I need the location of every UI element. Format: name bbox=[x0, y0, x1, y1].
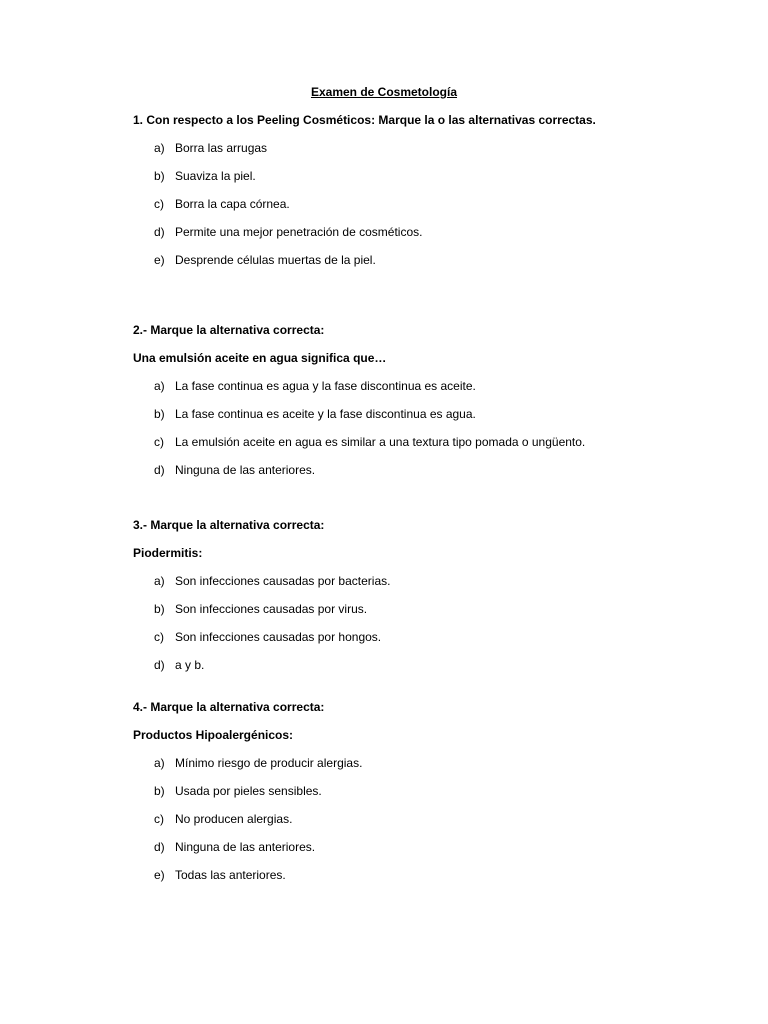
option-text: Usada por pieles sensibles. bbox=[175, 784, 322, 798]
option-text: Desprende células muertas de la piel. bbox=[175, 253, 376, 267]
option-text: Ninguna de las anteriores. bbox=[175, 463, 316, 477]
question-1-option-e bbox=[154, 253, 376, 267]
question-3-heading: 3.- Marque la alternativa correcta: bbox=[133, 518, 325, 532]
question-4-option-b bbox=[154, 784, 322, 798]
question-3-option-a bbox=[154, 574, 390, 588]
question-1-option-c bbox=[154, 197, 290, 211]
option-letter: e) bbox=[154, 868, 165, 882]
option-letter: b) bbox=[154, 784, 165, 798]
question-4-option-e bbox=[154, 868, 286, 882]
option-letter: a) bbox=[154, 379, 165, 393]
exam-title: Examen de Cosmetología bbox=[310, 85, 458, 99]
question-1-option-a bbox=[154, 141, 267, 155]
option-letter: d) bbox=[154, 463, 165, 477]
question-3-option-c bbox=[154, 630, 381, 644]
option-text: La fase continua es aceite y la fase discontinua es agua. bbox=[175, 407, 476, 421]
question-4-option-c bbox=[154, 812, 292, 826]
question-1-option-d bbox=[154, 225, 422, 239]
option-text: Mínimo riesgo de producir alergias. bbox=[175, 756, 363, 770]
option-letter: a) bbox=[154, 574, 165, 588]
option-text: Borra la capa córnea. bbox=[175, 197, 290, 211]
question-4-subheading: Productos Hipoalergénicos: bbox=[133, 728, 294, 742]
question-4-option-a bbox=[154, 756, 362, 770]
option-letter: b) bbox=[154, 169, 165, 183]
question-2-option-c bbox=[154, 435, 585, 449]
question-2-option-b bbox=[154, 407, 476, 421]
question-2-heading: 2.- Marque la alternativa correcta: bbox=[133, 323, 325, 337]
option-text: Son infecciones causadas por bacterias. bbox=[175, 574, 391, 588]
option-letter: a) bbox=[154, 141, 165, 155]
option-text: No producen alergias. bbox=[175, 812, 293, 826]
option-letter: d) bbox=[154, 225, 165, 239]
option-letter: b) bbox=[154, 602, 165, 616]
option-text: Borra las arrugas bbox=[175, 141, 268, 155]
question-1-heading: 1. Con respecto a los Peeling Cosméticos: Marque la o las alternativas correctas. bbox=[133, 113, 596, 127]
option-text: La emulsión aceite en agua es similar a una textura tipo pomada o ungüento. bbox=[175, 435, 586, 449]
option-text: Suaviza la piel. bbox=[175, 169, 256, 183]
option-letter: e) bbox=[154, 253, 165, 267]
option-letter: d) bbox=[154, 658, 165, 672]
question-3-option-d bbox=[154, 658, 204, 672]
question-2-option-d bbox=[154, 463, 315, 477]
option-letter: c) bbox=[154, 197, 164, 211]
option-text: Son infecciones causadas por virus. bbox=[175, 602, 368, 616]
option-letter: c) bbox=[154, 630, 164, 644]
question-1-option-b bbox=[154, 169, 256, 183]
option-letter: c) bbox=[154, 435, 164, 449]
question-3-subheading: Piodermitis: bbox=[133, 546, 203, 560]
option-letter: d) bbox=[154, 840, 165, 854]
option-letter: a) bbox=[154, 756, 165, 770]
option-text: Son infecciones causadas por hongos. bbox=[175, 630, 382, 644]
question-2-subheading: Una emulsión aceite en agua significa que… bbox=[133, 351, 387, 365]
question-4-heading: 4.- Marque la alternativa correcta: bbox=[133, 700, 325, 714]
option-text: Permite una mejor penetración de cosméticos. bbox=[175, 225, 423, 239]
option-letter: b) bbox=[154, 407, 165, 421]
option-text: a y b. bbox=[175, 658, 205, 672]
option-letter: c) bbox=[154, 812, 164, 826]
question-3-option-b bbox=[154, 602, 367, 616]
option-text: La fase continua es agua y la fase discontinua es aceite. bbox=[175, 379, 476, 393]
option-text: Todas las anteriores. bbox=[175, 868, 286, 882]
option-text: Ninguna de las anteriores. bbox=[175, 840, 316, 854]
question-2-option-a bbox=[154, 379, 476, 393]
question-4-option-d bbox=[154, 840, 315, 854]
